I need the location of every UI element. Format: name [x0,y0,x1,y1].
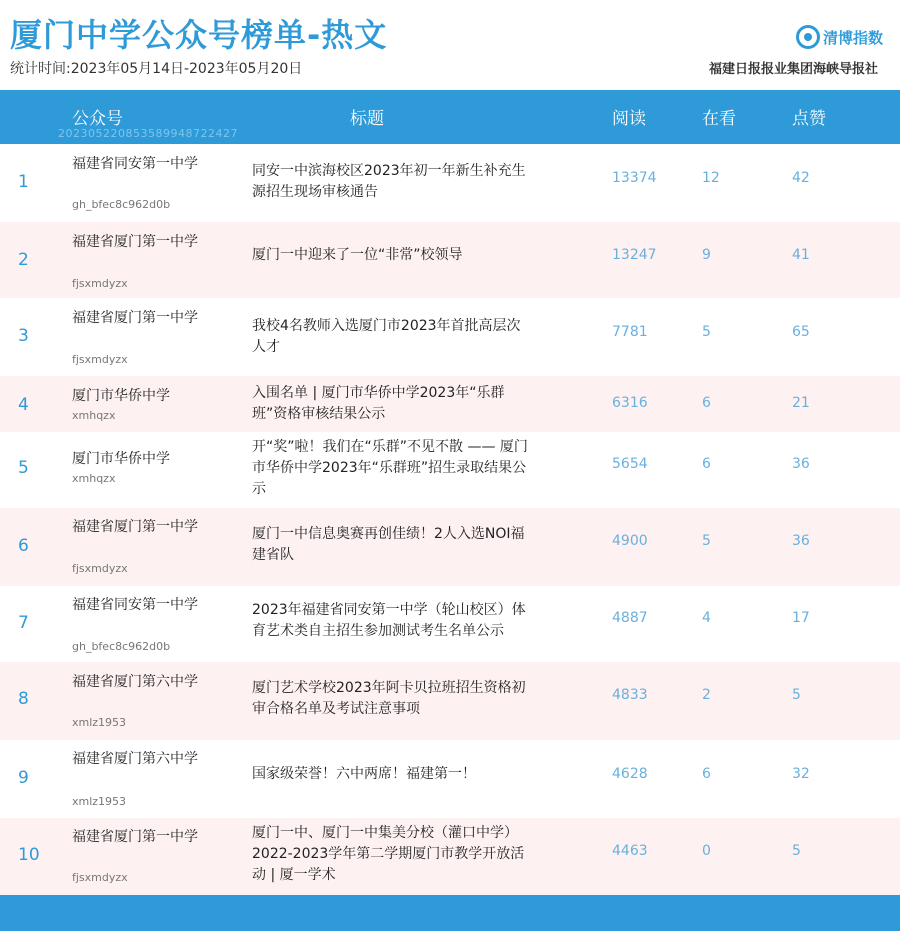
infinity-logo-icon [796,25,820,49]
table-row [0,740,900,818]
article-title: 厦门艺术学校2023年阿卡贝拉班招生资格初审合格名单及考试注意事项 [252,680,526,717]
rank: 8 [18,689,29,709]
column-header-account: 公众号 [72,109,123,129]
account-name: 厦门市华侨中学 [72,388,170,404]
account-id: gh_bfec8c962d0b [72,198,171,211]
view-count: 0 [702,843,711,859]
statistics-period: 统计时间:2023年05月14日-2023年05月20日 [10,61,303,77]
account-name: 福建省厦门第一中学 [72,829,198,845]
page-title: 厦门中学公众号榜单-热文 [10,16,388,54]
account-name: 福建省厦门第六中学 [72,751,198,767]
report-code: 20230522085358994872242​7 [58,127,238,140]
column-header-likes: 点赞 [792,109,826,129]
table-row [0,586,900,662]
table-row [0,508,900,586]
view-count: 6 [702,456,711,472]
read-count: 4900 [612,533,648,549]
like-count: 17 [792,610,810,626]
read-count: 13247 [612,247,657,263]
view-count: 5 [702,324,711,340]
report-header [0,0,900,88]
publisher-name: 福建日报报业集团海峡导报社 [708,62,878,77]
account-id: fjsxmdyzx [72,871,128,884]
like-count: 42 [792,170,810,186]
article-title: 国家级荣誉！六中两席！福建第一！ [252,766,476,782]
table-row [0,432,900,508]
account-name: 福建省厦门第一中学 [72,310,198,326]
read-count: 4628 [612,766,648,782]
column-header-reads: 阅读 [612,109,646,129]
brand-logo-text: 清博指数 [823,28,884,47]
account-id: fjsxmdyzx [72,562,128,575]
view-count: 4 [702,610,711,626]
read-count: 4463 [612,843,648,859]
rank: 5 [18,458,29,478]
table-row [0,222,900,298]
like-count: 5 [792,843,801,859]
table-row [0,376,900,432]
read-count: 5654 [612,456,648,472]
account-name: 福建省厦门第一中学 [72,519,198,535]
article-title: 厦门一中、厦门一中集美分校（灌口中学）2022-2023学年第二学期厦门市教学开放活动 | 厦一学术 [252,825,525,883]
read-count: 6316 [612,395,648,411]
article-title: 入围名单 | 厦门市华侨中学2023年“乐群班”资格审核结果公示 [252,385,505,422]
account-name: 福建省同安第一中学 [72,156,198,172]
article-title: 同安一中滨海校区2023年初一年新生补充生源招生现场审核通告 [252,163,526,200]
rank: 4 [18,395,29,415]
rank: 9 [18,768,29,788]
rank: 1 [18,172,29,192]
rank: 6 [18,536,29,556]
like-count: 41 [792,247,810,263]
article-title: 厦门一中信息奥赛再创佳绩！2人入选NOI福建省队 [252,526,525,563]
account-id: gh_bfec8c962d0b [72,640,171,653]
account-id: fjsxmdyzx [72,353,128,366]
account-id: fjsxmdyzx [72,277,128,290]
table-row [0,144,900,222]
read-count: 4833 [612,687,648,703]
account-name: 福建省厦门第六中学 [72,674,198,690]
column-header-title: 标题 [350,109,384,129]
view-count: 12 [702,170,720,186]
rank: 3 [18,326,29,346]
like-count: 36 [792,456,810,472]
view-count: 9 [702,247,711,263]
article-title: 2023年福建省同安第一中学（轮山校区）体育艺术类自主招生参加测试考生名单公示 [252,602,526,639]
brand-logo [796,24,883,50]
rank: 2 [18,250,29,270]
table-header [0,90,900,144]
read-count: 13374 [612,170,657,186]
account-name: 福建省同安第一中学 [72,597,198,613]
view-count: 6 [702,766,711,782]
view-count: 2 [702,687,711,703]
account-id: xmlz1953 [72,795,127,808]
like-count: 5 [792,687,801,703]
account-id: xmhqzx [72,472,116,485]
account-id: xmlz1953 [72,716,127,729]
column-header-views: 在看 [702,109,736,129]
like-count: 36 [792,533,810,549]
article-title: 厦门一中迎来了一位“非常”校领导 [252,247,463,263]
rank: 7 [18,613,29,633]
account-id: xmhqzx [72,409,116,422]
like-count: 21 [792,395,810,411]
view-count: 5 [702,533,711,549]
read-count: 7781 [612,324,648,340]
footer-bar [0,895,900,931]
table-row [0,662,900,740]
article-title: 开“奖”啦！我们在“乐群”不见不散 —— 厦门市华侨中学2023年“乐群班”招生录取结果公示 [252,439,528,497]
account-name: 福建省厦门第一中学 [72,234,198,250]
view-count: 6 [702,395,711,411]
read-count: 4887 [612,610,648,626]
article-title: 我校4名教师入选厦门市2023年首批高层次人才 [252,318,521,355]
rank: 10 [18,845,40,865]
account-name: 厦门市华侨中学 [72,451,170,467]
like-count: 65 [792,324,810,340]
table-row [0,298,900,376]
table-row [0,818,900,895]
like-count: 32 [792,766,810,782]
